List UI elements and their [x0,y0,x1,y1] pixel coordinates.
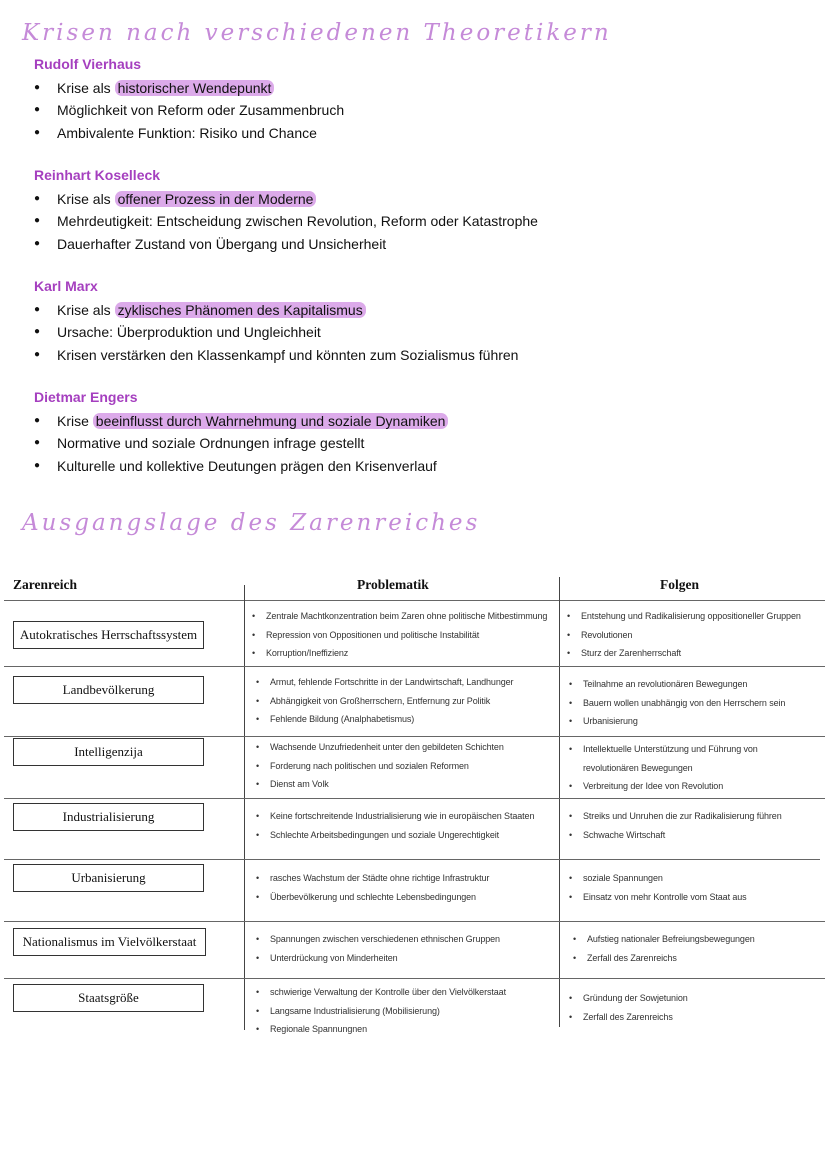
point-text: Krise als [57,302,111,318]
highlighted-text: beeinflusst durch Wahrnehmung und soziale Dynamiken [93,413,449,429]
effect-list [563,807,782,844]
theorist-section-engers [34,389,794,477]
row-label: Nationalismus im Vielvölkerstaat [13,928,206,956]
row-label: Intelligenzija [13,738,204,766]
point-list [34,410,794,477]
effect-item: • soziale Spannungen [563,869,747,888]
theorist-name: Reinhart Koselleck [34,167,161,183]
point-item: ● Mehrdeutigkeit: Entscheidung zwischen Revolution, Reform oder Katastrophe [34,210,794,232]
highlighted-text: historischer Wendepunkt [115,80,275,96]
tsarist-table [0,572,828,1042]
problem-item: • Armut, fehlende Fortschritte in der Landwirtschaft, Landhunger [250,673,513,692]
point-item: ● Dauerhafter Zustand von Übergang und Unsicherheit [34,233,794,255]
row-divider [4,666,825,667]
highlighted-text: zyklisches Phänomen des Kapitalismus [115,302,366,318]
problem-item: • Regionale Spannungnen [250,1020,506,1039]
header-folgen: Folgen [660,577,699,592]
theorists-title: Krisen nach verschiedenen Theoretikern [22,20,612,46]
point-item: ● Ambivalente Funktion: Risiko und Chance [34,122,794,144]
point-text: Krise [57,413,89,429]
point-item: ● Krisen verstärken den Klassenkampf und könnten zum Sozialismus führen [34,344,794,366]
theorist-name: Rudolf Vierhaus [34,56,142,72]
problem-list [250,930,500,967]
column-divider [244,585,245,1030]
effect-item: • Bauern wollen unabhängig von den Herrschern sein [563,694,785,713]
problem-list [250,983,506,1039]
problem-item: • Fehlende Bildung (Analphabetismus) [250,710,513,729]
effect-list [563,675,785,731]
point-item: ● Normative und soziale Ordnungen infrage gestellt [34,432,794,454]
header-problematik: Problematik [357,577,429,592]
problem-item: • schwierige Verwaltung der Kontrolle über den Vielvölkerstaat [250,983,506,1002]
effect-item: • Zerfall des Zarenreichs [567,949,755,968]
effect-item: • Verbreitung der Idee von Revolution [563,777,813,796]
effect-item: • Revolutionen [561,626,801,645]
point-list [34,188,794,255]
row-label: Industrialisierung [13,803,204,831]
point-item: ● Kulturelle und kollektive Deutungen prägen den Krisenverlauf [34,455,794,477]
problem-item: • Zentrale Machtkonzentration beim Zaren ohne politische Mitbestimmung [246,607,547,626]
point-item [34,77,794,99]
point-list [34,299,794,366]
effect-list [563,989,688,1026]
effect-item: • Intellektuelle Unterstützung und Führung von revolutionären Bewegungen [563,740,813,777]
effect-item: • Teilnahme an revolutionären Bewegungen [563,675,785,694]
point-item [34,299,794,321]
problem-item: • Überbevölkerung und schlechte Lebensbedingungen [250,888,489,907]
point-list [34,77,794,144]
problem-item: • Dienst am Volk [250,775,504,794]
row-divider [4,736,825,737]
highlighted-text: offener Prozess in der Moderne [115,191,317,207]
point-text: Krise als [57,80,111,96]
effect-list [563,869,747,906]
problem-item: • Forderung nach politischen und sozialen Reformen [250,757,504,776]
problem-item: • Repression von Oppositionen und politische Instabilität [246,626,547,645]
row-divider [4,859,820,860]
effect-item: • Schwache Wirtschaft [563,826,782,845]
problem-item: • Korruption/Ineffizienz [246,644,547,663]
effect-item: • Urbanisierung [563,712,785,731]
point-item [34,188,794,210]
effect-item: • Aufstieg nationaler Befreiungsbewegungen [567,930,755,949]
effect-item: • Entstehung und Radikalisierung oppositioneller Gruppen [561,607,801,626]
effect-list [567,930,755,967]
row-label: Staatsgröße [13,984,204,1012]
effect-item: • Zerfall des Zarenreichs [563,1008,688,1027]
effect-item: • Gründung der Sowjetunion [563,989,688,1008]
problem-item: • Langsame Industrialisierung (Mobilisierung) [250,1002,506,1021]
theorist-section-koselleck [34,167,794,255]
effect-item: • Streiks und Unruhen die zur Radikalisierung führen [563,807,782,826]
row-divider [4,978,825,979]
effect-item: • Einsatz von mehr Kontrolle vom Staat aus [563,888,747,907]
tsarist-title: Ausgangslage des Zarenreiches [22,510,481,536]
problem-item: • Abhängigkeit von Großherrschern, Entfernung zur Politik [250,692,513,711]
theorist-name: Dietmar Engers [34,389,138,405]
problem-list [250,807,534,844]
header-zarenreich: Zarenreich [13,577,77,592]
problem-item: • Unterdrückung von Minderheiten [250,949,500,968]
point-item: ● Ursache: Überproduktion und Ungleichheit [34,321,794,343]
problem-item: • Wachsende Unzufriedenheit unter den gebildeten Schichten [250,738,504,757]
problem-list [250,738,504,794]
row-label: Autokratisches Herrschaftssystem [13,621,204,649]
point-text: Krise als [57,191,111,207]
row-label: Landbevölkerung [13,676,204,704]
point-item: ● Möglichkeit von Reform oder Zusammenbruch [34,99,794,121]
problem-item: • Schlechte Arbeitsbedingungen und soziale Ungerechtigkeit [250,826,534,845]
point-item [34,410,794,432]
problem-list [246,607,547,663]
effect-list [563,740,813,796]
row-divider [4,798,825,799]
row-label: Urbanisierung [13,864,204,892]
theorist-name: Karl Marx [34,278,98,294]
theorist-section-vierhaus [34,56,794,144]
problem-list [250,869,489,906]
column-divider [559,577,560,1027]
theorist-section-marx [34,278,794,366]
header-divider [4,600,825,601]
row-divider [4,921,825,922]
effect-item: • Sturz der Zarenherrschaft [561,644,801,663]
problem-item: • Spannungen zwischen verschiedenen ethnischen Gruppen [250,930,500,949]
problem-list [250,673,513,729]
problem-item: • rasches Wachstum der Städte ohne richtige Infrastruktur [250,869,489,888]
effect-list [561,607,801,663]
problem-item: • Keine fortschreitende Industrialisierung wie in europäischen Staaten [250,807,534,826]
